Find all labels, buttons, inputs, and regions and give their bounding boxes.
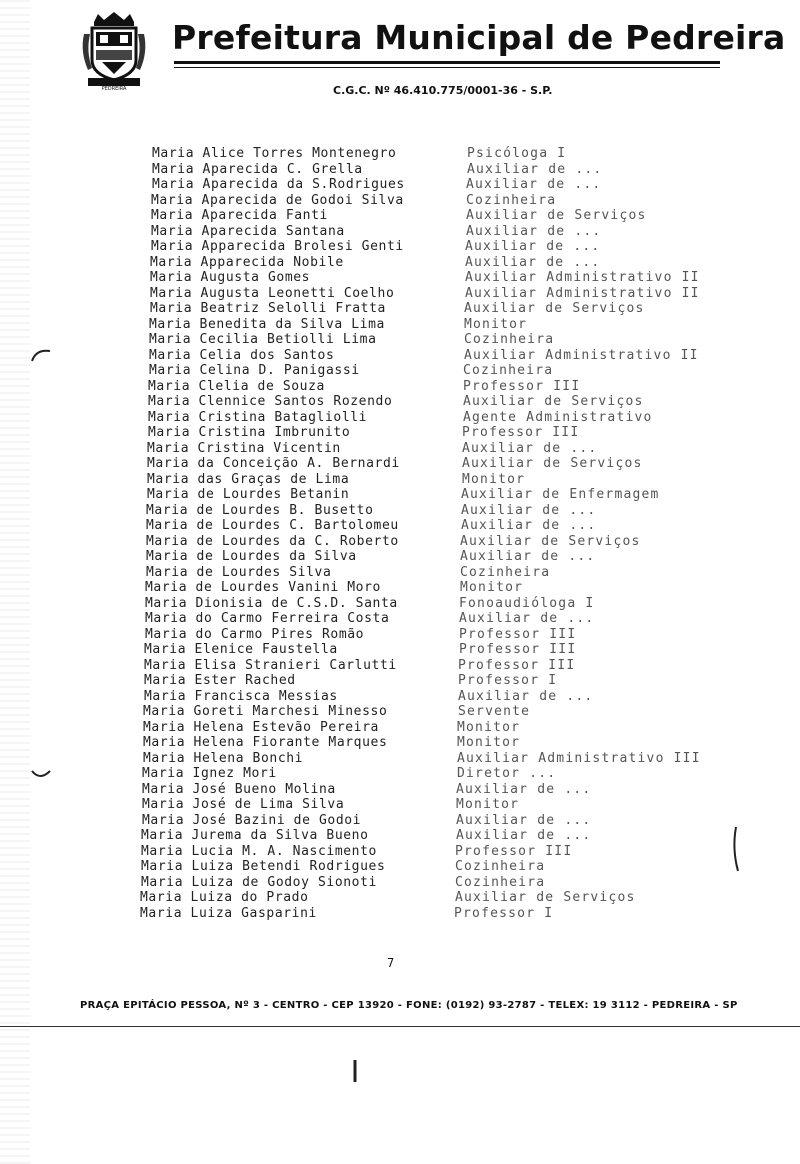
employee-role: Auxiliar de ... [456, 828, 592, 843]
employee-name: Maria Goreti Marchesi Minesso [143, 704, 388, 719]
table-row [140, 890, 760, 906]
table-row [147, 456, 760, 472]
table-row [142, 797, 760, 813]
employee-role: Servente [458, 704, 531, 719]
scan-mark [728, 825, 744, 875]
table-row [149, 332, 760, 348]
employee-role: Monitor [456, 797, 520, 812]
employee-name: Maria Augusta Gomes [150, 270, 311, 285]
employee-role: Auxiliar de ... [465, 239, 601, 254]
employee-name: Maria de Lourdes Betanin [147, 487, 350, 502]
table-row [140, 906, 760, 922]
employee-role: Monitor [462, 471, 526, 487]
table-row [148, 379, 760, 395]
employee-role: Auxiliar de ... [466, 177, 602, 192]
employee-name: Maria do Carmo Ferreira Costa [145, 611, 390, 626]
table-row [143, 751, 760, 767]
employee-role: Cozinheira [464, 332, 555, 347]
employee-role: Professor I [454, 905, 554, 921]
employee-name: Maria Luiza Betendi Rodrigues [141, 859, 386, 874]
table-row [147, 487, 760, 503]
table-row [142, 813, 760, 829]
employee-role: Cozinheira [455, 859, 546, 874]
employee-name: Maria Aparecida de Godoi Silva [151, 192, 404, 208]
table-row [151, 193, 760, 209]
employee-name: Maria Aparecida Fanti [151, 208, 328, 223]
footer-address: PRAÇA EPITÁCIO PESSOA, Nº 3 - CENTRO - CEP 13920 - FONE: (0192) 93-2787 - TELEX: 19 3112 - PEDREIRA - SP [80, 1000, 738, 1011]
employee-name: Maria Cristina Batagliolli [148, 409, 368, 425]
table-row [149, 348, 760, 364]
table-row [152, 146, 760, 162]
employee-role: Auxiliar de Serviços [460, 533, 641, 549]
table-row [152, 177, 760, 193]
employee-role: Professor III [463, 378, 581, 394]
employee-name: Maria Aparecida Santana [151, 223, 345, 239]
employee-name: Maria Jurema da Silva Bueno [141, 828, 369, 843]
table-row [144, 673, 760, 689]
table-row [151, 224, 760, 240]
table-row [145, 627, 760, 643]
scan-mark [30, 765, 54, 785]
employee-role: Auxiliar Administrativo III [457, 750, 701, 766]
page-title: Prefeitura Municipal de Pedreira [172, 18, 786, 57]
employee-name: Maria Benedita da Silva Lima [149, 316, 385, 332]
table-row [151, 239, 760, 255]
employee-role: Diretor ... [457, 766, 557, 781]
table-row [144, 689, 760, 705]
employee-name: Maria Helena Bonchi [143, 750, 304, 766]
employee-role: Auxiliar de ... [456, 781, 592, 797]
employee-name: Maria Apparecida Nobile [150, 254, 344, 270]
employee-role: Auxiliar de ... [467, 161, 603, 177]
table-row [148, 410, 760, 426]
employee-name: Maria Dionisia de C.S.D. Santa [145, 595, 398, 611]
employee-name: Maria Celia dos Santos [149, 347, 335, 363]
table-row [152, 162, 760, 178]
employee-role: Auxiliar de ... [456, 812, 592, 828]
employee-name: Maria Luiza do Prado [140, 890, 309, 905]
table-row [145, 611, 760, 627]
employee-role: Professor III [458, 657, 576, 673]
employee-role: Cozinheira [455, 874, 546, 890]
table-row [144, 642, 760, 658]
employee-role: Professor III [459, 626, 577, 642]
employee-name: Maria Aparecida da S.Rodrigues [152, 177, 405, 192]
employee-name: Maria de Lourdes B. Busetto [146, 502, 374, 518]
employee-name: Maria de Lourdes Silva [146, 564, 332, 580]
table-row [141, 844, 760, 860]
employee-role: Psicóloga I [467, 146, 567, 161]
table-row [151, 208, 760, 224]
employee-role: Monitor [457, 735, 521, 750]
employee-role: Auxiliar de Serviços [463, 394, 644, 409]
employee-name: Maria Augusta Leonetti Coelho [150, 285, 395, 301]
employee-name: Maria Cecilia Betiolli Lima [149, 332, 377, 347]
table-row [145, 580, 760, 596]
employee-role: Auxiliar de ... [458, 688, 594, 704]
table-row [148, 394, 760, 410]
employee-name: Maria Cristina Vicentin [147, 440, 341, 456]
employee-role: Auxiliar de Serviços [455, 890, 636, 905]
employee-role: Auxiliar de ... [465, 254, 601, 270]
table-row [144, 658, 760, 674]
scan-mark [350, 1058, 360, 1084]
employee-name: Maria José Bueno Molina [142, 781, 336, 797]
employee-name: Maria Luiza de Godoy Sionoti [141, 874, 377, 890]
table-row [150, 270, 760, 286]
employee-role: Auxiliar Administrativo II [465, 285, 700, 301]
employee-name: Maria das Graças de Lima [147, 471, 350, 487]
employee-name: Maria Francisca Messias [144, 688, 338, 704]
employee-name: Maria Helena Estevão Pereira [143, 719, 379, 735]
table-row [147, 472, 760, 488]
table-row [146, 503, 760, 519]
employee-role: Auxiliar Administrativo II [465, 270, 700, 285]
employee-name: Maria Apparecida Brolesi Genti [151, 239, 404, 254]
employee-role: Monitor [464, 316, 528, 332]
employee-role: Auxiliar de Serviços [466, 208, 647, 223]
employee-name: Maria de Lourdes da Silva [146, 549, 357, 564]
employee-name: Maria Elisa Stranieri Carlutti [144, 657, 397, 673]
table-row [143, 735, 760, 751]
employee-name: Maria do Carmo Pires Romão [145, 626, 365, 642]
employee-name: Maria de Lourdes C. Bartolomeu [146, 518, 399, 533]
table-row [150, 286, 760, 302]
employee-name: Maria José de Lima Silva [142, 797, 345, 812]
table-row [146, 565, 760, 581]
table-row [141, 828, 760, 844]
table-row [146, 518, 760, 534]
footer-rule [0, 1026, 800, 1027]
employee-name: Maria Aparecida C. Grella [152, 161, 363, 177]
crest-banner-text: PEDREIRA [101, 86, 127, 92]
employee-role: Auxiliar de Serviços [464, 301, 645, 316]
table-row [148, 425, 760, 441]
employee-name: Maria Clennice Santos Rozendo [148, 394, 393, 409]
employee-name: Maria Ester Rached [144, 673, 296, 688]
table-row [147, 441, 760, 457]
employee-name: Maria José Bazini de Godoi [142, 812, 362, 828]
table-row [149, 317, 760, 333]
employee-name: Maria Beatriz Selolli Fratta [150, 301, 386, 316]
employee-name: Maria Cristina Imbrunito [148, 425, 351, 440]
employee-role: Professor I [458, 673, 558, 688]
table-row [141, 875, 760, 891]
employee-role: Fonoaudióloga I [459, 595, 595, 611]
employee-role: Monitor [457, 719, 521, 735]
employee-role: Cozinheira [463, 363, 554, 378]
employee-name: Maria da Conceição A. Bernardi [147, 456, 400, 471]
employee-name: Maria de Lourdes da C. Roberto [146, 533, 399, 549]
table-row [146, 549, 760, 565]
employee-role: Auxiliar de ... [462, 440, 598, 456]
employee-name: Maria Clelia de Souza [148, 378, 325, 394]
page-number: 7 [387, 956, 395, 970]
employee-name: Maria Celina D. Panigassi [149, 363, 360, 378]
scan-mark [30, 345, 54, 365]
employee-name: Maria Lucia M. A. Nascimento [141, 843, 377, 859]
employee-role: Professor III [462, 425, 580, 440]
table-row [143, 704, 760, 720]
employee-role: Auxiliar de Serviços [462, 456, 643, 471]
employee-role: Auxiliar Administrativo II [464, 347, 699, 363]
employee-role: Professor III [455, 843, 573, 859]
employee-name: Maria Elenice Faustella [144, 642, 338, 657]
table-row [142, 782, 760, 798]
employee-role: Monitor [460, 580, 524, 595]
cgc-number: C.G.C. Nº 46.410.775/0001-36 - S.P. [333, 84, 553, 97]
table-row [142, 766, 760, 782]
employee-role: Agente Administrativo [463, 409, 653, 425]
employee-role: Auxiliar de ... [460, 549, 596, 564]
employee-role: Auxiliar de ... [459, 611, 595, 626]
employee-role: Cozinheira [466, 192, 557, 208]
employee-role: Auxiliar de ... [461, 518, 597, 533]
table-row [141, 859, 760, 875]
employee-name: Maria Ignez Mori [142, 766, 277, 781]
table-row [145, 596, 760, 612]
employee-role: Auxiliar de ... [461, 502, 597, 518]
employee-role: Cozinheira [460, 564, 551, 580]
table-row [146, 534, 760, 550]
table-row [149, 363, 760, 379]
employee-role: Auxiliar de Enfermagem [461, 487, 660, 502]
table-row [143, 720, 760, 736]
employee-name: Maria Luiza Gasparini [140, 905, 317, 921]
employee-role: Professor III [459, 642, 577, 657]
employee-name: Maria de Lourdes Vanini Moro [145, 580, 381, 595]
employee-name: Maria Helena Fiorante Marques [143, 735, 388, 750]
table-row [150, 301, 760, 317]
employee-role: Auxiliar de ... [466, 223, 602, 239]
employee-name: Maria Alice Torres Montenegro [152, 146, 397, 161]
table-row [150, 255, 760, 271]
